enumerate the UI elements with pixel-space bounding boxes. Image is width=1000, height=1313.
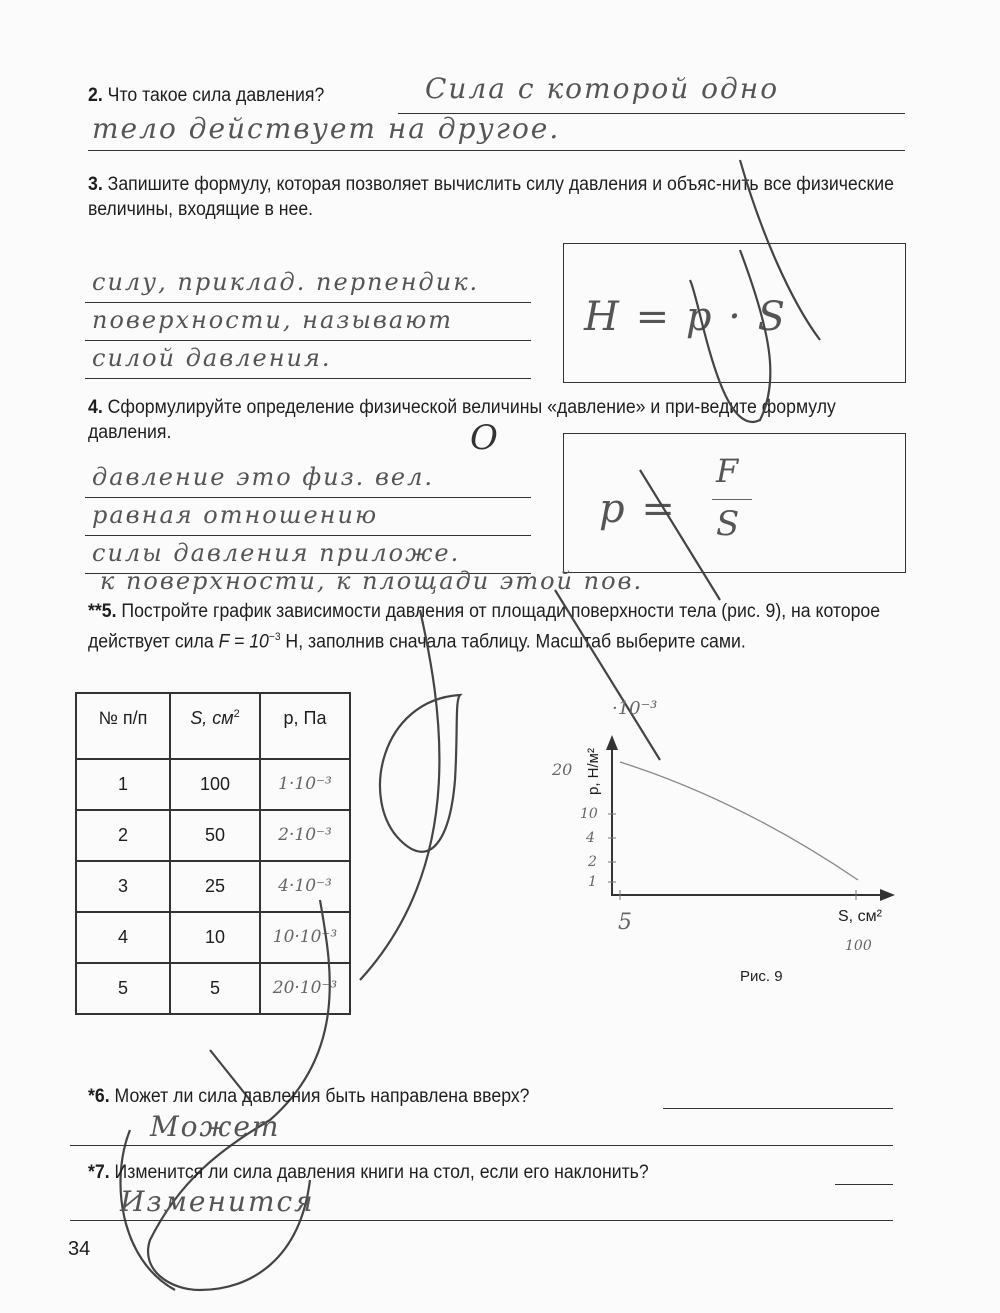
page-number: 34 — [68, 1238, 91, 1260]
header-area — [170, 693, 260, 759]
cell-s: 50 — [170, 810, 260, 861]
handwritten-answer: силу, приклад. перпендик. — [92, 268, 480, 296]
header-area-exp: 2 — [233, 708, 240, 720]
cell-n: 2 — [76, 810, 170, 861]
y-axis-arrow — [606, 735, 618, 750]
answer-line — [835, 1184, 893, 1185]
force-exponent: −3 — [268, 630, 281, 643]
header-number: № п/п — [76, 693, 170, 759]
table-header-row — [76, 693, 350, 759]
question-7 — [88, 1161, 851, 1186]
data-table — [75, 692, 351, 1015]
force-value: F = 10 — [218, 630, 269, 652]
answer-line — [85, 497, 531, 498]
handwritten-answer: Изменится — [120, 1185, 315, 1218]
cell-n: 3 — [76, 861, 170, 912]
formula-box — [563, 433, 906, 573]
handwritten-formula: p = — [599, 486, 677, 532]
handwritten-answer: поверхности, называют — [92, 306, 454, 334]
x-tick-label: 100 — [845, 938, 872, 954]
question-number: 3. — [88, 174, 103, 195]
handwritten-answer: силой давления. — [92, 344, 332, 372]
y-tick-label: 2 — [588, 854, 597, 870]
question-6 — [88, 1085, 851, 1110]
x-tick-label: 5 — [618, 910, 632, 935]
x-axis-label: S, см² — [838, 908, 882, 925]
answer-line — [85, 302, 531, 303]
cell-p: 2·10⁻³ — [260, 810, 350, 861]
formula-numerator: F — [716, 452, 741, 490]
table-row — [76, 759, 350, 810]
fraction-bar — [712, 499, 752, 500]
cell-n: 4 — [76, 912, 170, 963]
answer-line — [70, 1145, 893, 1146]
question-number: 2. — [88, 85, 103, 106]
question-text: Может ли сила давления быть направлена вверх? — [114, 1086, 530, 1107]
handwritten-answer: тело действует на другое. — [92, 112, 561, 145]
question-3 — [88, 173, 897, 222]
y-tick-label: 1 — [588, 874, 597, 890]
table-row — [76, 963, 350, 1014]
cell-p: 4·10⁻³ — [260, 861, 350, 912]
header-area-label: S, см — [190, 708, 234, 728]
answer-line — [88, 150, 905, 151]
table-row — [76, 861, 350, 912]
question-5 — [88, 600, 897, 654]
handwritten-answer: давление это физ. вел. — [92, 463, 435, 491]
question-number: *6. — [88, 1086, 110, 1107]
cell-s: 25 — [170, 861, 260, 912]
handwritten-answer: Сила с которой одно — [425, 72, 780, 105]
answer-line — [85, 535, 531, 536]
cell-n: 5 — [76, 963, 170, 1014]
cell-n: 1 — [76, 759, 170, 810]
handwritten-answer: силы давления приложе. — [92, 539, 461, 567]
x-axis-arrow — [880, 889, 895, 901]
question-number: *7. — [88, 1162, 110, 1183]
question-number: 4. — [88, 397, 103, 418]
handwritten-answer: к поверхности, к площади этой пов. — [100, 567, 644, 595]
table-row — [76, 810, 350, 861]
cell-s: 5 — [170, 963, 260, 1014]
answer-line — [70, 1220, 893, 1221]
cell-p: 10·10⁻³ — [260, 912, 350, 963]
question-text: Что такое сила давления? — [107, 85, 325, 106]
cell-s: 10 — [170, 912, 260, 963]
question-text: Сформулируйте определение физической величины «давление» и при-ведите формулу давления. — [88, 397, 836, 443]
cell-p: 1·10⁻³ — [260, 759, 350, 810]
header-pressure: p, Па — [260, 693, 350, 759]
cell-p: 20·10⁻³ — [260, 963, 350, 1014]
figure-caption: Рис. 9 — [740, 968, 783, 985]
formula-box — [563, 243, 906, 383]
table-row — [76, 912, 350, 963]
question-number: **5. — [88, 601, 117, 622]
pressure-curve — [620, 762, 858, 880]
question-text: Запишите формулу, которая позволяет вычислить силу давления и объяс-нить все физические величины, входящие в нее. — [88, 174, 894, 220]
y-tick-label: 4 — [586, 830, 595, 846]
answer-line — [85, 378, 531, 379]
question-text: Изменится ли сила давления книги на стол, если его наклонить? — [114, 1162, 649, 1183]
answer-line — [663, 1108, 893, 1109]
handwritten-answer: равная отношению — [92, 501, 379, 529]
formula-denominator: S — [716, 504, 742, 544]
question-text: Постройте график зависимости давления от площади поверхности тела (рис. 9), на которое действует сила — [88, 601, 881, 652]
handwritten-mark: O — [470, 418, 500, 458]
handwritten-answer: Может — [150, 1110, 281, 1143]
axis-ticks — [608, 814, 856, 900]
handwritten-formula: H = p · S — [584, 294, 787, 340]
y-tick-label: 10 — [580, 806, 598, 822]
answer-line — [85, 340, 531, 341]
y-tick-label: 20 — [552, 760, 573, 779]
question-text: Н, заполнив сначала таблицу. Масштаб выберите сами. — [285, 630, 746, 652]
cell-s: 100 — [170, 759, 260, 810]
y-axis-label: p, Н/м² — [585, 748, 602, 795]
y-axis-multiplier: ·10⁻³ — [612, 698, 658, 719]
